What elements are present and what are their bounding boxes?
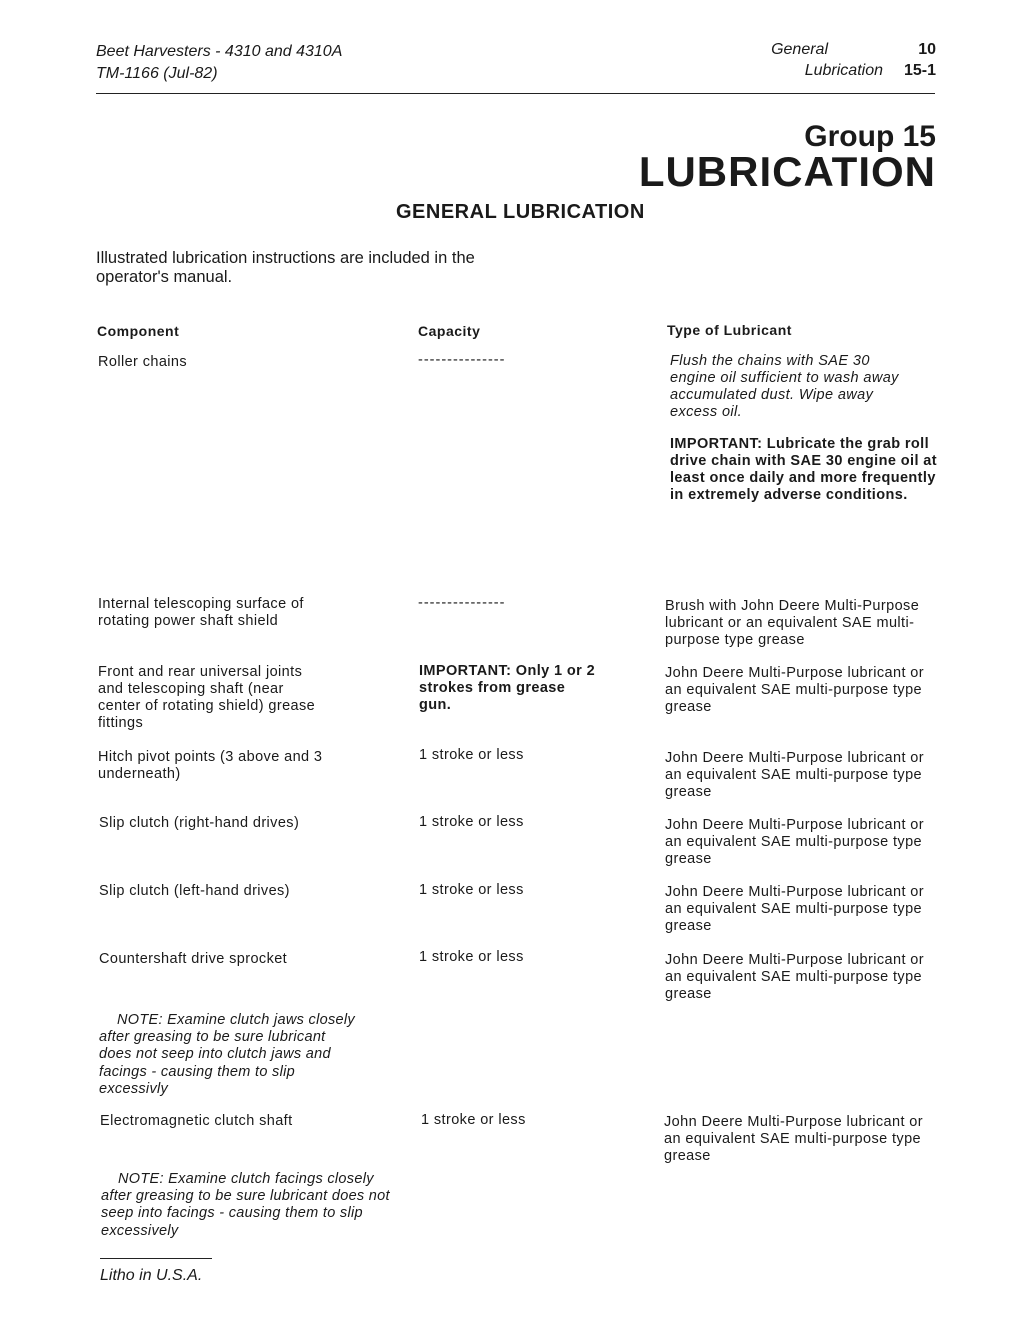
row-3-capacity: IMPORTANT: Only 1 or 2 strokes from grease gun.	[419, 663, 596, 713]
row-5-lubricant: John Deere Multi-Purpose lubricant or an equivalent SAE multi-purpose type grease	[665, 817, 924, 867]
row-4-lubricant: John Deere Multi-Purpose lubricant or an equivalent SAE multi-purpose type grease	[665, 750, 924, 800]
header-rule	[96, 93, 935, 94]
row-6-component: Slip clutch (left-hand drives)	[99, 883, 290, 899]
row-1-lubricant: Flush the chains with SAE 30 engine oil sufficient to wash away accumulated dust. Wipe away excess oil.	[670, 353, 899, 420]
column-header-lubricant: Type of Lubricant	[667, 322, 792, 338]
row-8-note: NOTE: Examine clutch facings closely after greasing to be sure lubricant does not seep into facings - causing them to slip excessively	[101, 1171, 390, 1239]
header-right-group: Lubrication	[804, 62, 883, 79]
row-3-lubricant: John Deere Multi-Purpose lubricant or an equivalent SAE multi-purpose type grease	[665, 665, 924, 715]
row-4-capacity: 1 stroke or less	[419, 747, 524, 763]
row-5-capacity: 1 stroke or less	[419, 814, 524, 830]
row-1-important-note: IMPORTANT: Lubricate the grab roll drive chain with SAE 30 engine oil at least once daily and more frequently in extremely adverse conditions.	[670, 436, 937, 503]
group-title: Group 15	[804, 120, 936, 153]
row-1-capacity: ---------------	[418, 352, 506, 368]
header-right-page-number: 15-1	[903, 62, 936, 79]
header-right-section-number: 10	[918, 41, 936, 58]
row-6-capacity: 1 stroke or less	[419, 882, 524, 898]
row-7-component: Countershaft drive sprocket	[99, 951, 288, 967]
column-header-component: Component	[97, 323, 180, 339]
footer-rule	[100, 1258, 212, 1259]
row-8-component: Electromagnetic clutch shaft	[100, 1113, 293, 1129]
row-4-component: Hitch pivot points (3 above and 3 underneath)	[98, 749, 323, 782]
row-7-note: NOTE: Examine clutch jaws closely after greasing to be sure lubricant does not seep into clutch jaws and facings - causing them to slip excessivly	[99, 1012, 355, 1097]
column-header-capacity: Capacity	[418, 323, 481, 339]
group-subtitle: LUBRICATION	[638, 148, 936, 195]
header-left-doc-id: TM-1166 (Jul-82)	[96, 65, 218, 82]
section-title: GENERAL LUBRICATION	[396, 201, 645, 223]
header-right-section: General	[771, 41, 828, 58]
row-1-component: Roller chains	[98, 354, 188, 370]
row-8-lubricant: John Deere Multi-Purpose lubricant or an equivalent SAE multi-purpose type grease	[664, 1114, 923, 1164]
row-7-lubricant: John Deere Multi-Purpose lubricant or an equivalent SAE multi-purpose type grease	[665, 952, 924, 1002]
row-3-component: Front and rear universal joints and telescoping shaft (near center of rotating shield) grease fittings	[98, 664, 316, 731]
row-8-capacity: 1 stroke or less	[421, 1112, 526, 1128]
row-2-capacity: ---------------	[418, 595, 506, 611]
row-2-component: Internal telescoping surface of rotating power shaft shield	[98, 596, 304, 629]
row-2-lubricant: Brush with John Deere Multi-Purpose lubricant or an equivalent SAE multi-purpose type grease	[665, 598, 920, 648]
header-left-title: Beet Harvesters - 4310 and 4310A	[96, 43, 343, 60]
footer-litho: Litho in U.S.A.	[100, 1267, 203, 1284]
row-7-capacity: 1 stroke or less	[419, 949, 524, 965]
row-5-component: Slip clutch (right-hand drives)	[99, 815, 300, 831]
row-6-lubricant: John Deere Multi-Purpose lubricant or an equivalent SAE multi-purpose type grease	[665, 884, 924, 934]
intro-paragraph: Illustrated lubrication instructions are included in the operator's manual.	[96, 249, 475, 286]
